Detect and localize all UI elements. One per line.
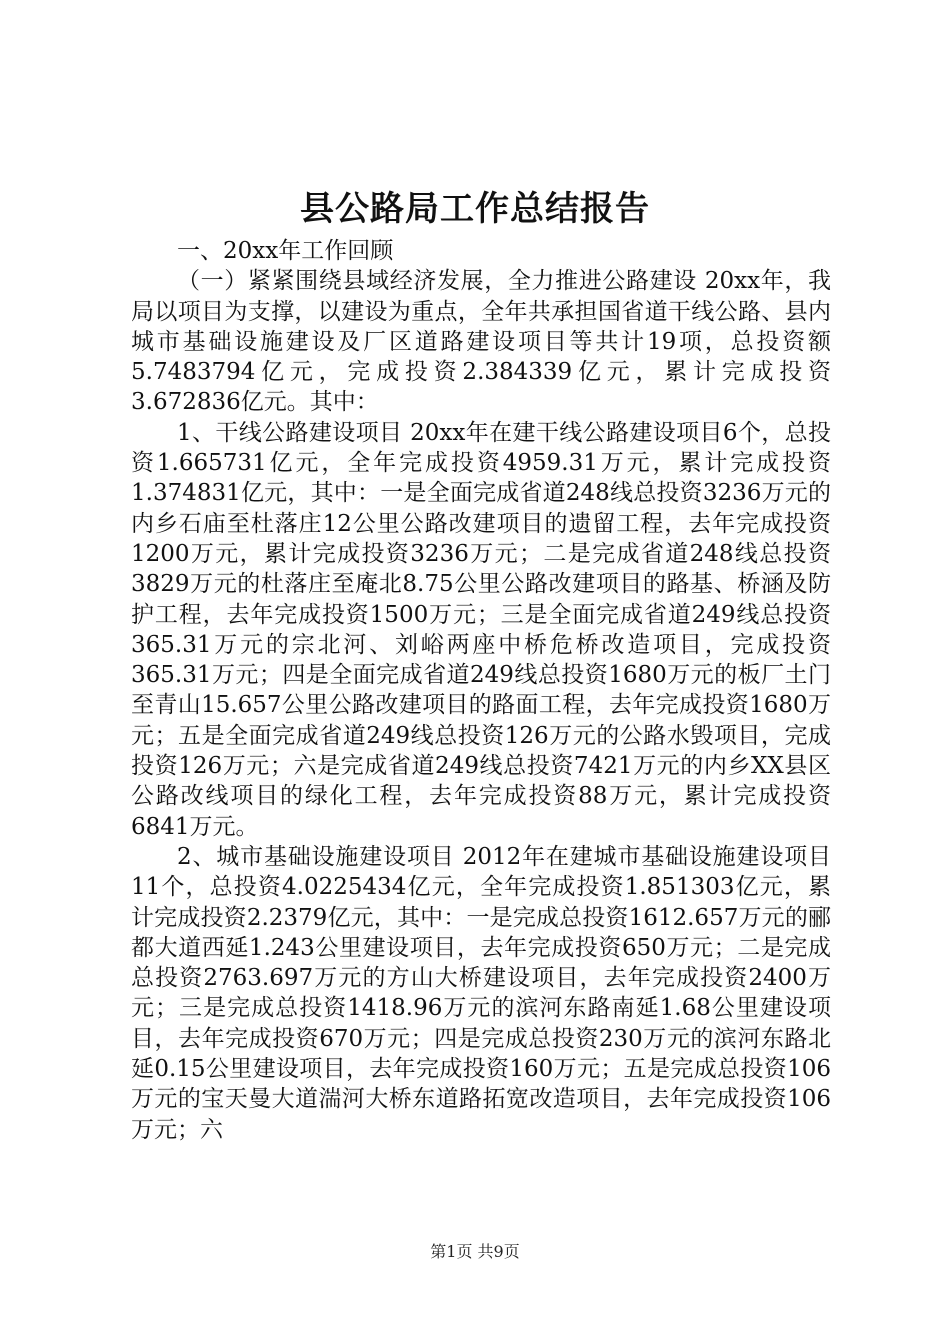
paragraph-3: 2、城市基础设施建设项目 2012年在建城市基础设施建设项目11个，总投资4.0225434亿元，全年完成投资1.851303亿元，累计完成投资2.2379亿元，其中：一是完成总投资1612.657万元的郦都大道西延1.243公里建设项目，去年完成投资650万元；二是完成总投资2763.697万元的方山大桥建设项目，去年完成投资2400万元；三是完成总投资1418.96万元的滨河东路南延1.68公里建设项目，去年完成投资670万元；四是完成总投资230万元的滨河东路北延0.15公里建设项目，去年完成投资160万元；五是完成总投资106万元的宝天曼大道湍河大桥东道路拓宽改造项目，去年完成投资106万元；六 bbox=[131, 843, 831, 1143]
page-footer: 第1页 共9页 bbox=[430, 1242, 520, 1261]
document-body bbox=[131, 236, 831, 1145]
paragraph-1: （一）紧紧围绕县域经济发展，全力推进公路建设 20xx年，我局以项目为支撑，以建设为重点，全年共承担国省道干线公路、县内城市基础设施建设及厂区道路建设项目等共计19项，总投资额5.7483794亿元，完成投资2.384339亿元，累计完成投资3.672836亿元。其中： bbox=[131, 268, 831, 416]
paragraph-2: 1、干线公路建设项目 20xx年在建干线公路建设项目6个，总投资1.665731亿元，全年完成投资4959.31万元，累计完成投资1.374831亿元，其中：一是全面完成省道248线总投资3236万元的内乡石庙至杜落庄12公里公路改建项目的遗留工程，去年完成投资1200万元，累计完成投资3236万元；二是完成省道248线总投资3829万元的杜落庄至庵北8.75公里公路改建项目的路基、桥涵及防护工程，去年完成投资1500万元；三是全面完成省道249线总投资365.31万元的宗北河、刘峪两座中桥危桥改造项目，完成投资365.31万元；四是全面完成省道249线总投资1680万元的板厂土门至青山15.657公里公路改建项目的路面工程，去年完成投资1680万元；五是全面完成省道249线总投资126万元的公路水毁项目，完成投资126万元；六是完成省道249线总投资7421万元的内乡XX县区公路改线项目的绿化工程，去年完成投资88万元，累计完成投资6841万元。 bbox=[131, 419, 831, 840]
section-heading: 一、20xx年工作回顾 bbox=[177, 238, 394, 264]
document-title: 县公路局工作总结报告 bbox=[300, 189, 650, 229]
